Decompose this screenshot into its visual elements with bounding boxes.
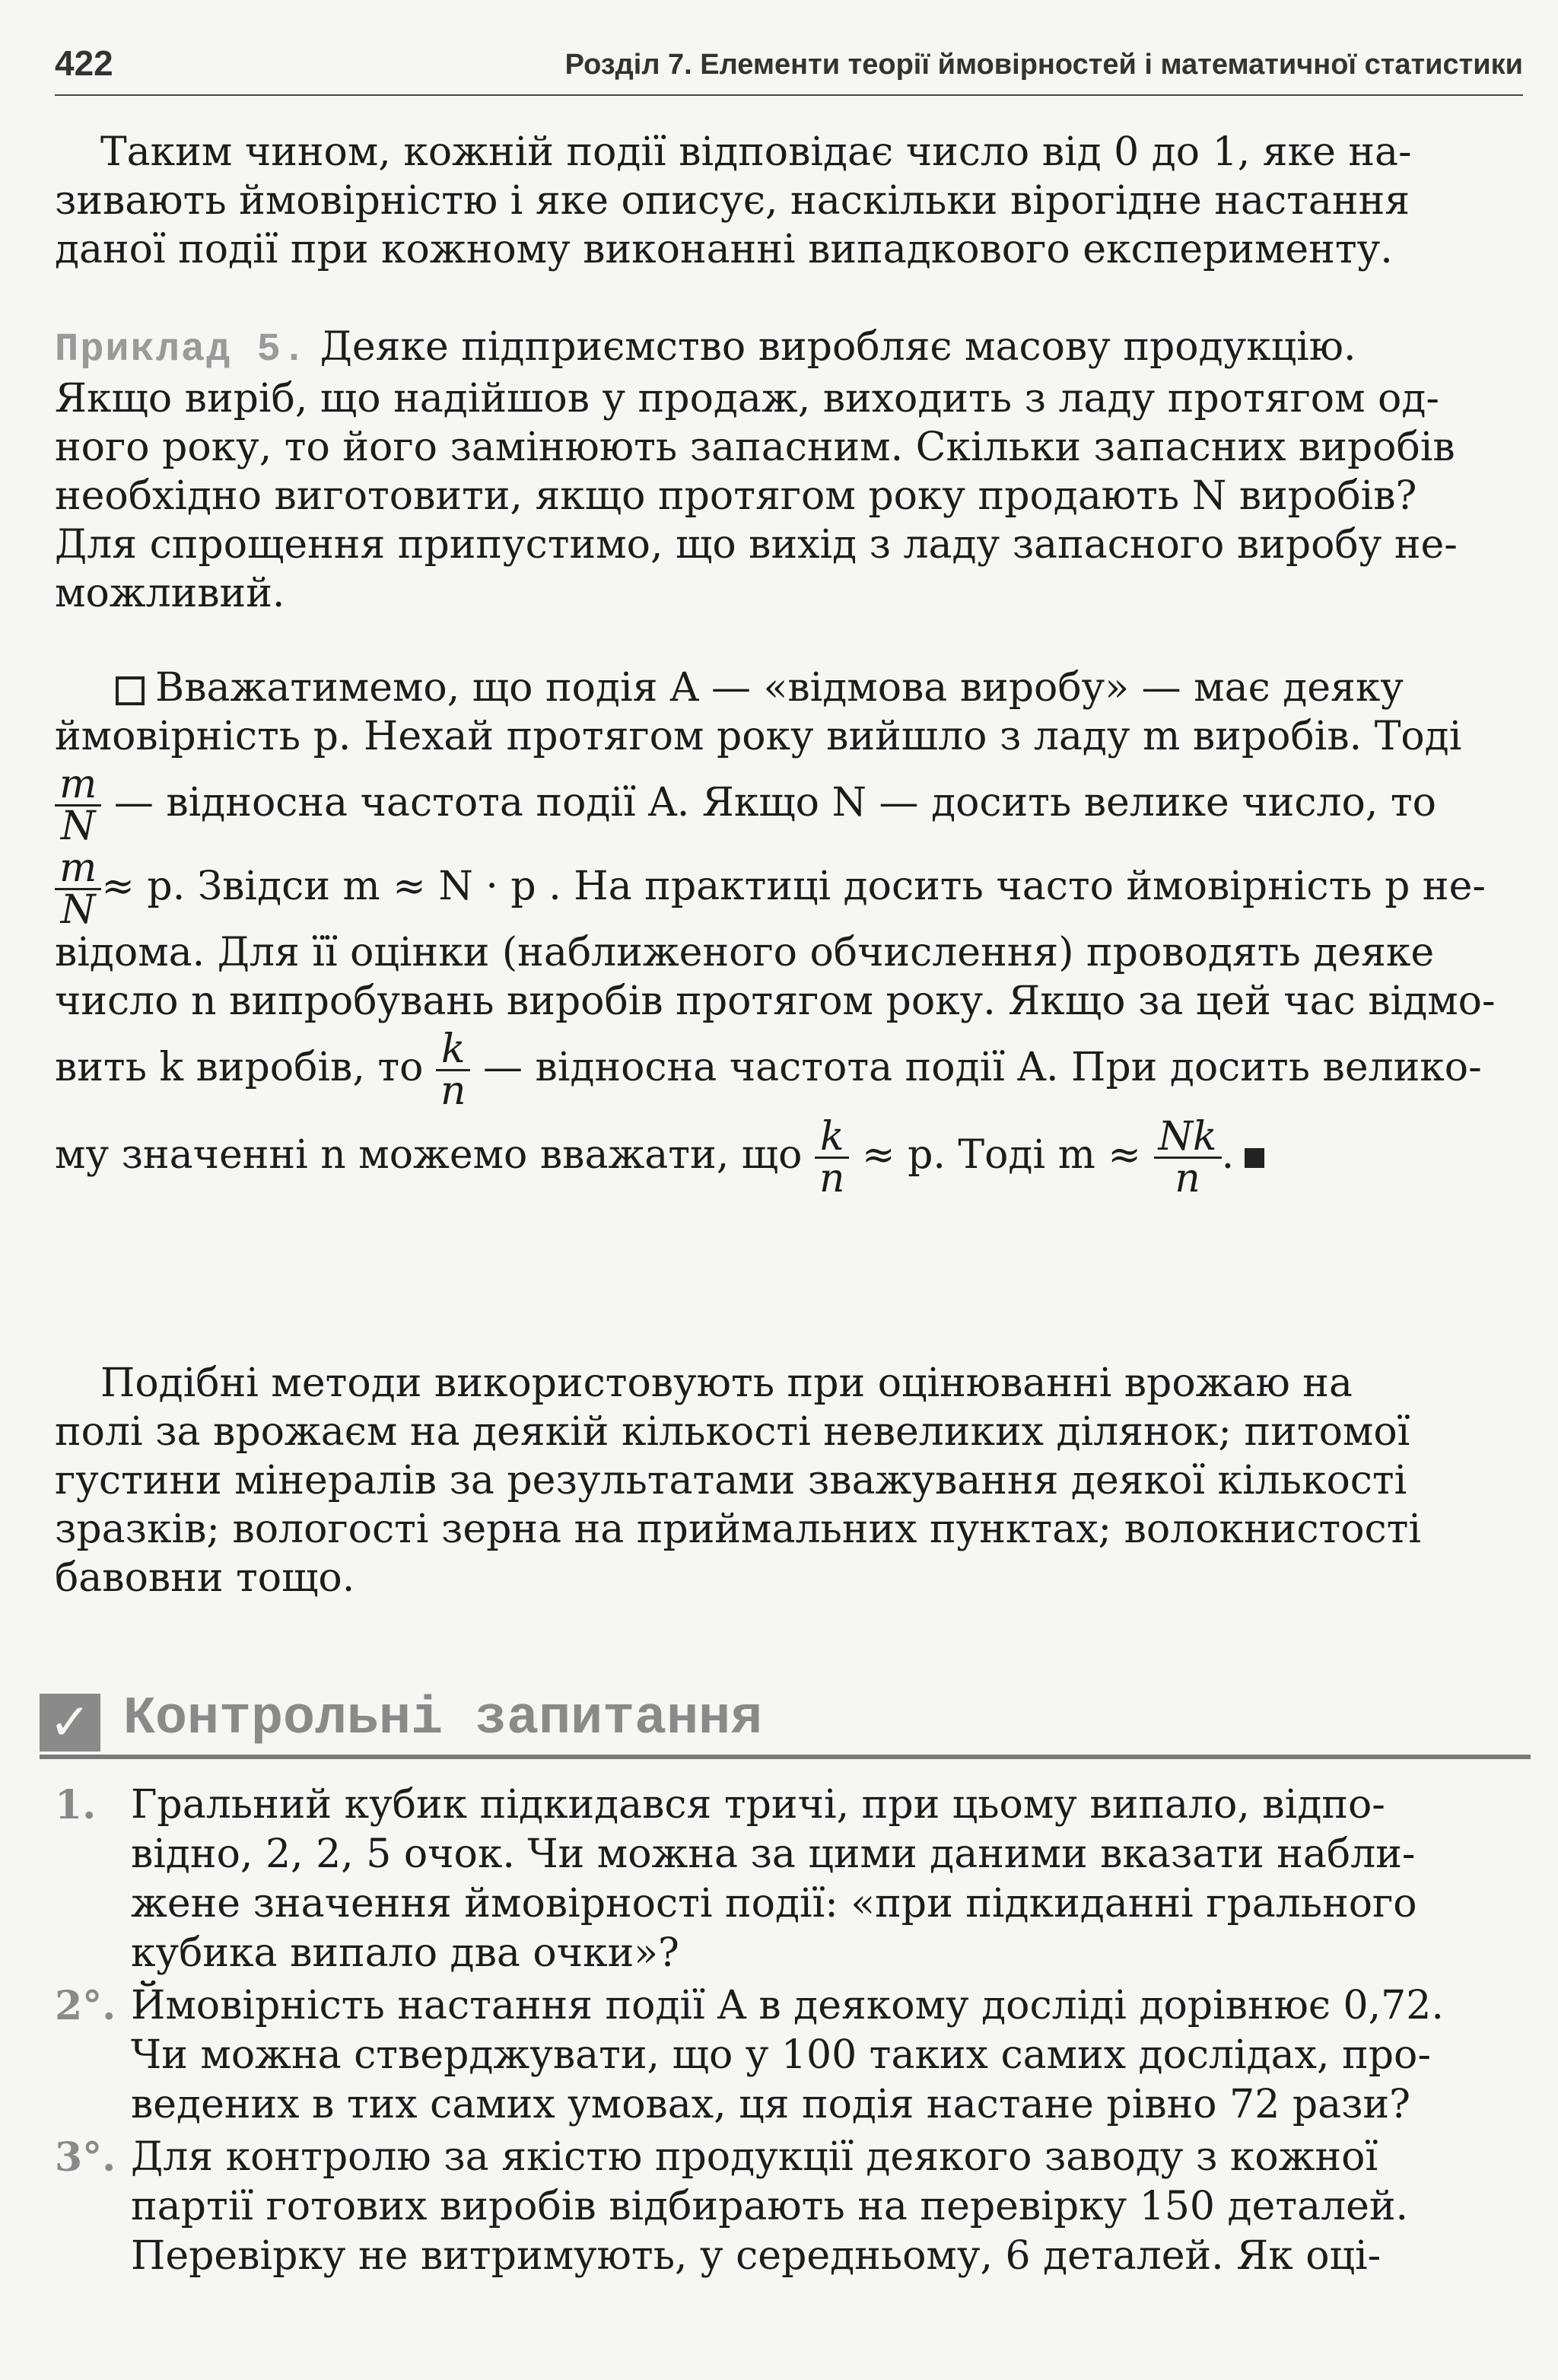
question-number: 2°. xyxy=(55,1983,116,2029)
text-line: Подібні методи використовують при оцінюванні врожаю на xyxy=(100,1360,1353,1406)
example-label: Приклад 5. xyxy=(55,327,308,372)
text-line: ≈ p. Тоді m ≈ xyxy=(861,1132,1142,1178)
list-item xyxy=(55,1981,1515,2130)
text-line: полі за врожаєм на деякій кількості невеликих ділянок; питомої xyxy=(55,1409,1410,1455)
text-line: Для спрощення припустимо, що вихід з ладу запасного виробу не- xyxy=(55,522,1458,568)
text-line: даної події при кожному виконанні випадкового експерименту. xyxy=(55,227,1393,272)
text-line: зивають ймовірністю і яке описує, наскільки вірогідне настання xyxy=(55,178,1410,224)
fraction-nk-over-n: $\frac{Nk}{n}$ xyxy=(1154,1117,1222,1198)
text-line: Вважатимемо, що подія A — «відмова виробу» — має деяку xyxy=(155,665,1404,711)
text-line: Ймовірність настання події A в деякому досліді дорівнює 0,72. xyxy=(131,1983,1444,2028)
text-line: — відносна частота події A. При досить велико- xyxy=(470,1045,1482,1090)
text-line: ймовірність p. Нехай протягом року вийшло з ладу m виробів. Тоді xyxy=(55,714,1462,759)
qed-square-icon xyxy=(1245,1148,1264,1168)
text-line: Чи можна стверджувати, що у 100 таких самих дослідах, про- xyxy=(131,2032,1431,2078)
text-line: відома. Для її оцінки (наближеного обчислення) проводять деяке xyxy=(55,930,1435,975)
text-line: жене значення ймовірності події: «при підкиданні грального xyxy=(131,1881,1417,1927)
text-line: ного року, то його замінюють запасним. Скільки запасних виробів xyxy=(55,425,1455,470)
text-line: партії готових виробів відбирають на перевірку 150 деталей. xyxy=(131,2184,1409,2229)
section-heading xyxy=(40,1682,1531,1759)
text-line: число n випробувань виробів протягом року. Якщо за цей час відмо- xyxy=(55,978,1496,1024)
page-number: 422 xyxy=(55,43,113,83)
text-line: бавовни тощо. xyxy=(55,1555,355,1601)
text-line: Гральний кубик підкидався тричі, при цьому випало, відпо- xyxy=(131,1782,1385,1828)
text-line: ведених в тих самих умовах, ця подія настане рівно 72 рази? xyxy=(131,2082,1411,2127)
text-line: Таким чином, кожній події відповідає число від 0 до 1, яке на- xyxy=(100,129,1412,175)
example-paragraph xyxy=(55,323,1515,618)
running-head: Розділ 7. Елементи теорії ймовірностей і математичної статистики xyxy=(564,49,1523,81)
question-number: 3°. xyxy=(55,2134,116,2181)
text-line: відно, 2, 2, 5 очок. Чи можна за цими даними вказати набли- xyxy=(131,1831,1416,1877)
fraction-m-over-n: $\frac{m}{N}$ xyxy=(55,765,101,846)
solution-paragraph xyxy=(55,663,1515,1201)
text-line: му значенні n можемо вважати, що xyxy=(55,1132,803,1178)
similar-methods-paragraph xyxy=(55,1359,1515,1602)
fraction-k-over-n: $\frac{k}{n}$ xyxy=(815,1117,850,1198)
text-line: вить k виробів, то xyxy=(55,1045,424,1090)
text-line: Якщо виріб, що надійшов у продаж, виходить з ладу протягом од- xyxy=(55,376,1439,422)
solution-start-icon xyxy=(116,676,145,705)
checkmark-icon: ✓ xyxy=(40,1694,100,1752)
text-line: Деяке підприємство виробляє масову продукцію. xyxy=(307,324,1356,370)
text-line: кубика випало два очки»? xyxy=(131,1930,679,1976)
questions-list xyxy=(55,1780,1515,2284)
page-header xyxy=(55,40,1523,96)
fraction-k-over-n: $\frac{k}{n}$ xyxy=(436,1029,471,1111)
list-item xyxy=(55,2133,1515,2281)
section-title: Контрольні запитання xyxy=(123,1689,763,1749)
text-line: Перевірку не витримують, у середньому, 6 деталей. Як оці- xyxy=(131,2233,1382,2279)
text-line: зразків; вологості зерна на приймальних пунктах; волокнистості xyxy=(55,1507,1422,1552)
text-line: ≈ p. Звідси m ≈ N · p . На практиці досить часто ймовірність p не- xyxy=(101,864,1486,909)
text-line: . xyxy=(1221,1132,1235,1178)
fraction-m-over-n: $\frac{m}{N}$ xyxy=(55,848,101,930)
text-line: необхідно виготовити, якщо протягом року продають N виробів? xyxy=(55,473,1417,519)
question-number: 1. xyxy=(55,1782,97,1828)
text-line: — відносна частота події A. Якщо N — досить велике число, то xyxy=(101,780,1436,826)
text-line: густини мінералів за результатами зважування деякої кількості xyxy=(55,1458,1407,1503)
list-item xyxy=(55,1780,1515,1978)
text-line: Для контролю за якістю продукції деякого заводу з кожної xyxy=(131,2134,1378,2180)
text-line: можливий. xyxy=(55,571,285,616)
intro-paragraph xyxy=(55,128,1515,274)
